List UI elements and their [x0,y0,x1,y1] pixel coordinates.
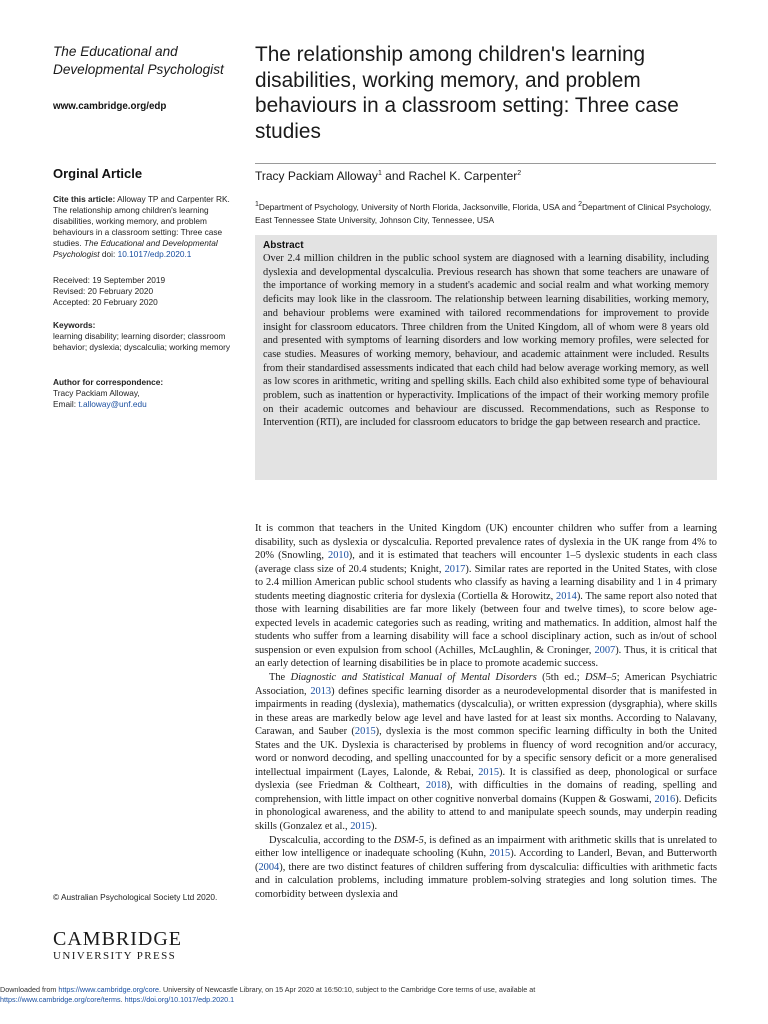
italic-run: Diagnostic and Statistical Manual of Mental Disorders [290,672,537,684]
cambridge-logo [53,929,203,963]
author-2-sup: 2 [517,170,522,177]
body-text [255,522,717,901]
cite-doi-label: doi: [99,249,118,260]
citation-link[interactable]: 2013 [310,685,332,697]
text-run: ), with difficulties in the domains of reading, spelling and comprehension, with little impact on other cognitive nonverbal domains (Kuppen & Goswami, [255,780,717,805]
text-run: ) defines specific learning disorder as a neurodevelopmental disorder that is manifested in impairments in reading (dyslexia), mathematics (dyscalculia), or written expression (dysgraphia), where skills in these areas are markedly below age level and have lasted for at least six months. According to Nalavany, Carawan, and Sauber ( [255,685,717,738]
copyright-notice: © Australian Psychological Society Ltd 2020. [53,892,218,902]
cite-journal: The Educational and Developmental Psychologist [53,238,218,260]
citation-link[interactable]: 2015 [354,726,376,738]
correspondence-email-line [53,399,243,410]
correspondence-name: Tracy Packiam Alloway, [53,388,140,399]
date-revised: Revised: 20 February 2020 [53,286,154,297]
citation-link[interactable]: 2017 [444,563,466,575]
citation-link[interactable]: 2014 [556,590,577,602]
footer-text: . [120,994,125,1004]
affil-2-text: Department of Clinical Psychology, East Tennessee State University, Johnson City, Tennessee, USA [255,201,712,225]
text-run: The [269,672,291,684]
article-type-heading: Orginal Article [53,166,143,181]
affil-1-text: Department of Psychology, University of North Florida, Jacksonville, Florida, USA and [258,201,579,212]
citation-link[interactable]: 2010 [328,550,349,562]
email-label: Email: [53,399,79,410]
paragraph-2 [255,671,717,834]
text-run: Dyscalculia, according to the [269,834,394,846]
authors-line [255,169,521,183]
citation-link[interactable]: 2004 [258,861,280,873]
paragraph-1 [255,522,717,671]
text-run: ). According to Landerl, Bevan, and Butterworth ( [255,848,717,873]
footer-line-2 [0,995,768,1005]
text-run: ). Thus, it is critical that an early detection of learning disabilities be in place to promote academic success. [255,644,717,670]
logo-sub-text: UNIVERSITY PRESS [53,950,177,962]
authors-and: and [381,169,409,183]
correspondence-label: Author for correspondence: [53,377,164,387]
paragraph-3 [255,834,717,902]
citation-link[interactable]: 2015 [350,821,371,833]
text-run: ), dyslexia is the most common specific learning difficulty in both the United States and the UK. Dyslexia is characterised by problems in fluency of word recognition and/or accuracy, word or nonword decoding, and spelling unaccounted for by a specific sensory deficit or a more generalised intellectual impairment (Layes, Lalonde, & Rebai, [255,726,717,778]
footer-terms-link[interactable]: https://www.cambridge.org/core/terms [0,994,121,1004]
keywords-text: learning disability; learning disorder; classroom behavior; dyslexia; dyscalculia; working memory [53,331,231,353]
citation-block [53,194,243,261]
text-run: , is defined as an impairment with arithmetic skills that is unrelated to either low intelligence or inadequate schooling (Kuhn, [255,834,717,860]
footer-core-link[interactable]: https://www.cambridge.org/core [58,985,160,994]
affil-1-sup: 1 [255,201,259,208]
text-run: ). It is classified as deep, phonological or surface dyslexia (see Friedman & Coltheart, [255,766,718,792]
text-run: ). [371,821,378,833]
download-footer [0,985,768,1004]
abstract-heading: Abstract [263,240,304,251]
date-accepted: Accepted: 20 February 2020 [53,297,158,308]
text-run: ). Similar rates are reported in the United States, with close to 2.4 million American public school students who classify as having a learning disability and 1 in 4 primary students meeting diagnostic criteria for dyslexia (Cortiella & Horowitz, [255,563,717,602]
affil-2-sup: 2 [578,201,582,208]
author-2: Rachel K. Carpenter [408,169,518,183]
journal-name: The Educational and Developmental Psychologist [53,44,224,77]
citation-link[interactable]: 2016 [654,793,676,805]
keywords-label: Keywords: [53,320,96,330]
email-link[interactable]: t.alloway@unf.edu [78,399,147,410]
article-title: The relationship among children's learning disabilities, working memory, and problem behaviours in a classroom setting: Three case studies [255,43,679,143]
abstract-text: Over 2.4 million children in the public school system are diagnosed with a learning disability, including dyslexia and developmental dyscalculia. Previous research has shown that some teachers are unaware of the importance of working memory in a student's academic and social realm and what working memory deficits may look like in the classroom. The relationship between learning disabilities, working memory, and behaviour problems were examined with tailored recommendations for improvement to provide insight for classroom educators. Three children from the United Kingdom, all of whom were 8 years old and presented with symptoms of learning disorders and low working memory profiles, were selected for case studies. Measures of working memory, behaviour, and academic attainment were included. Results from their standardised assessments indicated that each child had below average working memory, as well as low scores in arithmetic, writing and spelling skills. Each child also exhibited some type of behavioural problem, such as inattention or hyperactivity. Implications of the impact of their working memory profile on their academic outcomes and behaviour are discussed. Recommendations, such as Response to Intervention (RTI), are included for classroom educators to bridge the gap between research and practice. [263,253,709,429]
text-run: It is common that teachers in the United Kingdom (UK) encounter children who suffer from a learning disability, such as dyslexia or dyscalculia. Reported prevalence rates of dyslexia in the UK range from 4% to 20% (Snowling, [255,523,717,562]
cite-label: Cite this article: [53,194,116,204]
footer-line-1 [0,985,768,995]
cite-text: Alloway TP and Carpenter RK. The relationship among children's learning disabilities, working memory, and problem behaviours in a classroom setting: Three case studies. [53,194,230,249]
text-run: ). The same report also noted that those with learning disabilities are far more likely (between four and twelve times), to score below age-expected levels in academic categories such as reading, writing and mathematics. In addition, almost half the students who suffer from a learning disability will face a school disciplinary action, such as in/out of school suspension or even expulsion from school (Achilles, McLaughlin, & Croninger, [255,590,717,656]
citation-link[interactable]: 2007 [594,644,616,656]
dates-block [53,275,243,308]
text-run: ). Deficits in phonological awareness, and the ability to attend to and manipulate speech sounds, may underpin reading skills (Gonzalez et al., [255,793,717,833]
citation-link[interactable]: 2015 [478,766,500,778]
journal-url-link[interactable]: www.cambridge.org/edp [53,101,167,112]
italic-run: DSM-5 [393,834,424,846]
author-1: Tracy Packiam Alloway [255,169,378,183]
text-run: (5th ed.; [536,672,585,684]
citation-link[interactable]: 2015 [489,848,511,860]
footer-doi-link[interactable]: https://doi.org/10.1017/edp.2020.1 [124,994,235,1004]
correspondence-block [53,377,243,410]
keywords-block [53,320,243,353]
date-received: Received: 19 September 2019 [53,275,166,285]
text-run: ; American Psychiatric Association, [255,672,717,697]
italic-run: DSM–5 [584,672,617,684]
cite-doi-link[interactable]: 10.1017/edp.2020.1 [117,249,192,260]
text-run: ), there are two distinct features of children suffering from dyscalculia: difficulties with arithmetic facts and in calculation problems, including immature problem-solving strategies and long solution times. The comorbidity between dyslexia and [255,861,717,900]
footer-text: Downloaded from [0,985,59,994]
logo-main-text: CAMBRIDGE [53,928,183,950]
citation-link[interactable]: 2018 [425,780,447,792]
text-run: ), and it is estimated that teachers will encounter 1–5 dyslexic students in each class (average class size of 20.4 students; Knight, [255,550,718,575]
affiliations [255,198,717,227]
author-1-sup: 1 [377,170,382,177]
title-divider [255,163,716,164]
footer-text: . University of Newcastle Library, on 15 Apr 2020 at 16:50:10, subject to the Cambridge Core terms of use, available at [159,985,536,994]
